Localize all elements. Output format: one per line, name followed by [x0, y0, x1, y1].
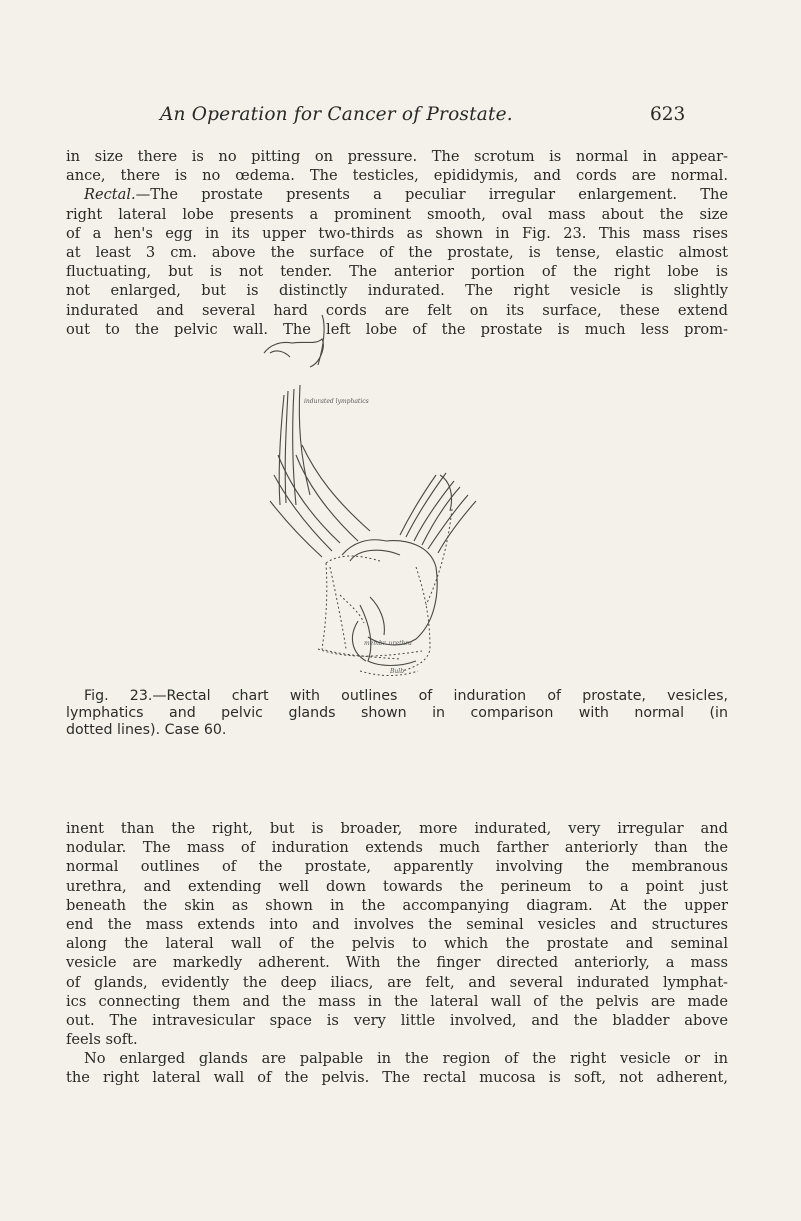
text-line: nodular. The mass of induration extends much farther anteriorly than the: [66, 839, 728, 857]
rectal-rest: —The prostate presents a peculiar irregular enlargement. The: [135, 186, 728, 204]
paragraph-block-2: [66, 819, 728, 1088]
text-line: along the lateral wall of the pelvis to which the prostate and seminal: [66, 935, 728, 953]
text-line: fluctuating, but is not tender. The anterior portion of the right lobe is: [66, 263, 728, 281]
text-line: the right lateral wall of the pelvis. The rectal mucosa is soft, not adherent,: [66, 1069, 728, 1087]
text-line: out. The intravesicular space is very little involved, and the bladder above: [66, 1011, 728, 1029]
text-line: beneath the skin as shown in the accompanying diagram. At the upper: [66, 896, 728, 914]
caption-line: Fig. 23.—Rectal chart with outlines of induration of prostate, vesicles,: [84, 688, 728, 704]
rectal-chart-drawing: [240, 305, 540, 685]
text-line: of a hen's egg in its upper two-thirds as shown in Fig. 23. This mass rises: [66, 224, 728, 242]
text-line: vesicle are markedly adherent. With the finger directed anteriorly, a mass: [66, 954, 728, 972]
label-bulb: Bulb: [390, 668, 405, 675]
text-line: normal outlines of the prostate, apparently involving the membranous: [66, 858, 728, 876]
rectal-chart-figure: [240, 305, 540, 685]
text-line: No enlarged glands are palpable in the region of the right vesicle or in: [84, 1050, 728, 1068]
text-line-rectal: [66, 185, 728, 204]
rectal-label: Rectal.: [84, 186, 136, 204]
text-line: feels soft.: [66, 1031, 138, 1049]
running-head: [160, 104, 760, 125]
text-line: out to the pelvic wall. The left lobe of the prostate is much less prom-: [66, 320, 728, 338]
caption-line: dotted lines). Case 60.: [66, 722, 227, 738]
text-line: of glands, evidently the deep iliacs, are felt, and several indurated lymphat-: [66, 973, 728, 991]
text-line: at least 3 cm. above the surface of the prostate, is tense, elastic almost: [66, 243, 728, 261]
text-line: inent than the right, but is broader, more indurated, very irregular and: [66, 820, 728, 837]
running-title: An Operation for Cancer of Prostate.: [160, 104, 513, 125]
text-line: ance, there is no œdema. The testicles, epididymis, and cords are normal.: [66, 167, 728, 185]
label-indurated-lymphatics: indurated lymphatics: [304, 398, 369, 405]
text-line: urethra, and extending well down towards the perineum to a point just: [66, 877, 728, 895]
label-membranous-urethra: membr. urethra: [364, 640, 412, 647]
page-number: 623: [650, 104, 686, 125]
text-line: ics connecting them and the mass in the lateral wall of the pelvis are made: [66, 992, 728, 1010]
text-line: not enlarged, but is distinctly indurated. The right vesicle is slightly: [66, 282, 728, 300]
caption-line: lymphatics and pelvic glands shown in comparison with normal (in: [66, 705, 728, 721]
text-line: indurated and several hard cords are felt on its surface, these extend: [66, 301, 728, 319]
text-line: right lateral lobe presents a prominent smooth, oval mass about the size: [66, 205, 728, 223]
text-line: end the mass extends into and involves the seminal vesicles and structures: [66, 915, 728, 933]
text-line: in size there is no pitting on pressure. The scrotum is normal in appear-: [66, 148, 728, 165]
figure-caption: [66, 688, 728, 739]
